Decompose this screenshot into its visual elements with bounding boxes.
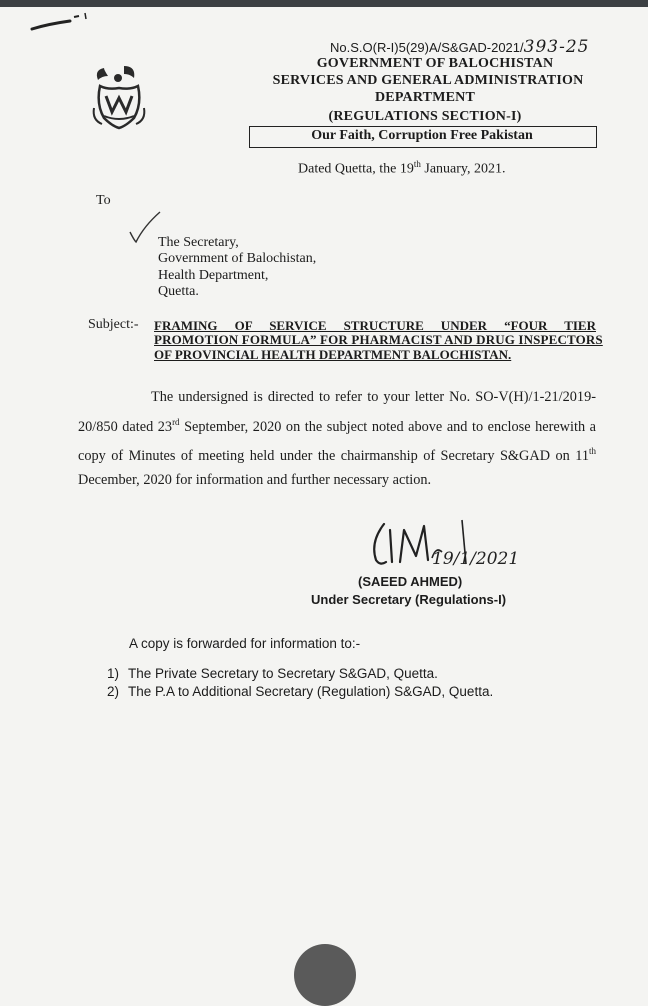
addressee-line: Government of Balochistan, bbox=[158, 251, 317, 266]
signatory-title: Under Secretary (Regulations-I) bbox=[311, 592, 507, 607]
to-label: To bbox=[96, 193, 111, 208]
subject-line: OF PROVINCIAL HEALTH DEPARTMENT BALOCHISTAN. bbox=[154, 347, 512, 362]
forwarded-text: A copy is forwarded for information to:- bbox=[129, 636, 361, 651]
scan-pen-mark bbox=[30, 10, 90, 35]
addressee-line: Quetta. bbox=[158, 284, 199, 299]
addressee-line: The Secretary, bbox=[158, 235, 239, 250]
scroll-button[interactable] bbox=[294, 944, 356, 1006]
copy-item-number: 2) bbox=[107, 684, 120, 699]
header-government: GOVERNMENT OF BALOCHISTAN bbox=[316, 56, 554, 71]
subject-line: FRAMING OF SERVICE STRUCTURE UNDER “FOUR TIER bbox=[154, 318, 596, 333]
reference-number: No.S.O(R-I)5(29)A/S&GAD-2021/393-25 bbox=[330, 37, 590, 57]
dated-line: Dated Quetta, the 19th January, 2021. bbox=[298, 159, 506, 177]
copy-item-text: The P.A to Additional Secretary (Regulation) S&GAD, Quetta. bbox=[128, 684, 494, 699]
balochistan-emblem-icon bbox=[90, 62, 148, 130]
header-section: (REGULATIONS SECTION-I) bbox=[328, 109, 522, 124]
signature-date: 19/1/2021 bbox=[432, 549, 520, 569]
motto: Our Faith, Corruption Free Pakistan bbox=[311, 128, 533, 143]
signatory-name: (SAEED AHMED) bbox=[358, 574, 463, 589]
signature bbox=[366, 516, 536, 572]
body-paragraph: The undersigned is directed to refer to your letter No. SO-V(H)/1-21/2019-20/850 dated 23rd September, 2020 on the subject noted above and to enclose herewith a copy of Minutes of meeting held under the chairmanship of Secretary S&GAD on 11th December, 2020 for information and further necessary action. bbox=[78, 389, 596, 489]
subject-label: Subject:- bbox=[88, 317, 139, 332]
top-bar bbox=[0, 0, 648, 7]
subject-line: PROMOTION FORMULA” FOR PHARMACIST AND DRUG INSPECTORS bbox=[154, 332, 603, 347]
addressee-line: Health Department, bbox=[158, 268, 269, 283]
copy-item-number: 1) bbox=[107, 666, 120, 681]
handwritten-reference: 393-25 bbox=[523, 37, 590, 57]
copy-item-text: The Private Secretary to Secretary S&GAD, Quetta. bbox=[128, 666, 438, 681]
header-department: DEPARTMENT bbox=[374, 90, 476, 105]
header-services: SERVICES AND GENERAL ADMINISTRATION bbox=[272, 73, 584, 88]
